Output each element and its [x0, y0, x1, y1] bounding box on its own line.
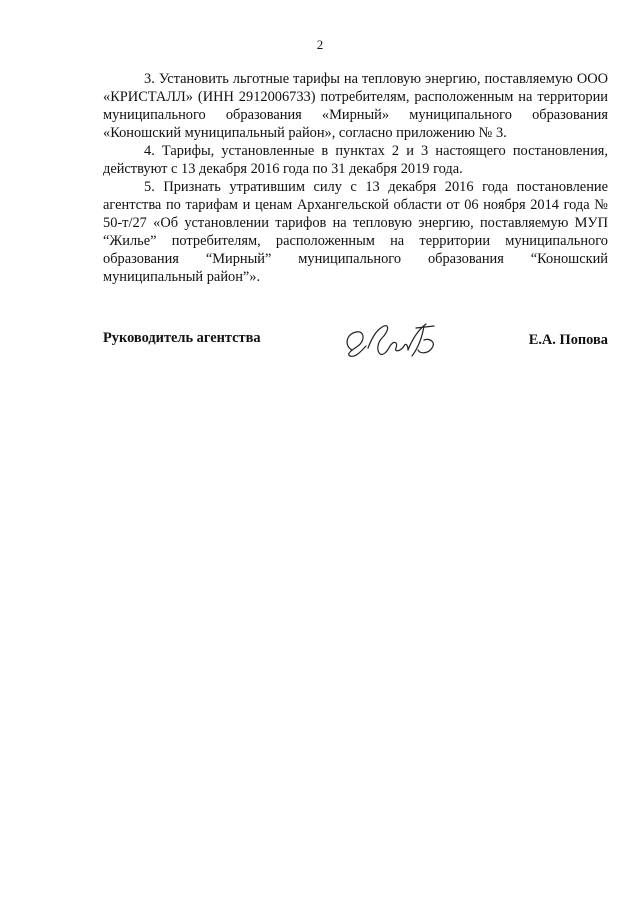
signatory-name: Е.А. Попова — [528, 332, 608, 348]
paragraph-4: 4. Тарифы, установленные в пунктах 2 и 3 настоящего постановления, действуют с 13 декабря 2016 года по 31 декабря 2019 года. — [103, 143, 608, 177]
signature-block — [103, 320, 608, 360]
paragraph-3: 3. Установить льготные тарифы на тепловую энергию, поставляемую ООО «КРИСТАЛЛ» (ИНН 2912006733) потребителям, расположенным на территории муниципального образования «Мирный» муниципального образования «Коношский муниципальный район», согласно приложению № 3. — [103, 71, 608, 141]
signatory-title: Руководитель агентства — [103, 330, 261, 346]
page-number: 2 — [316, 37, 324, 52]
handwritten-signature-icon — [338, 320, 448, 362]
paragraph-5: 5. Признать утратившим силу с 13 декабря 2016 года постановление агентства по тарифам и ценам Архангельской области от 06 ноября 2014 года № 50-т/27 «Об установлении тарифов на тепловую энергию, поставляемую МУП “Жилье” потребителям, расположенным на территории муниципального образования “Мирный” муниципального образования “Коношский муниципальный район”». — [103, 179, 608, 285]
document-body — [103, 70, 608, 286]
